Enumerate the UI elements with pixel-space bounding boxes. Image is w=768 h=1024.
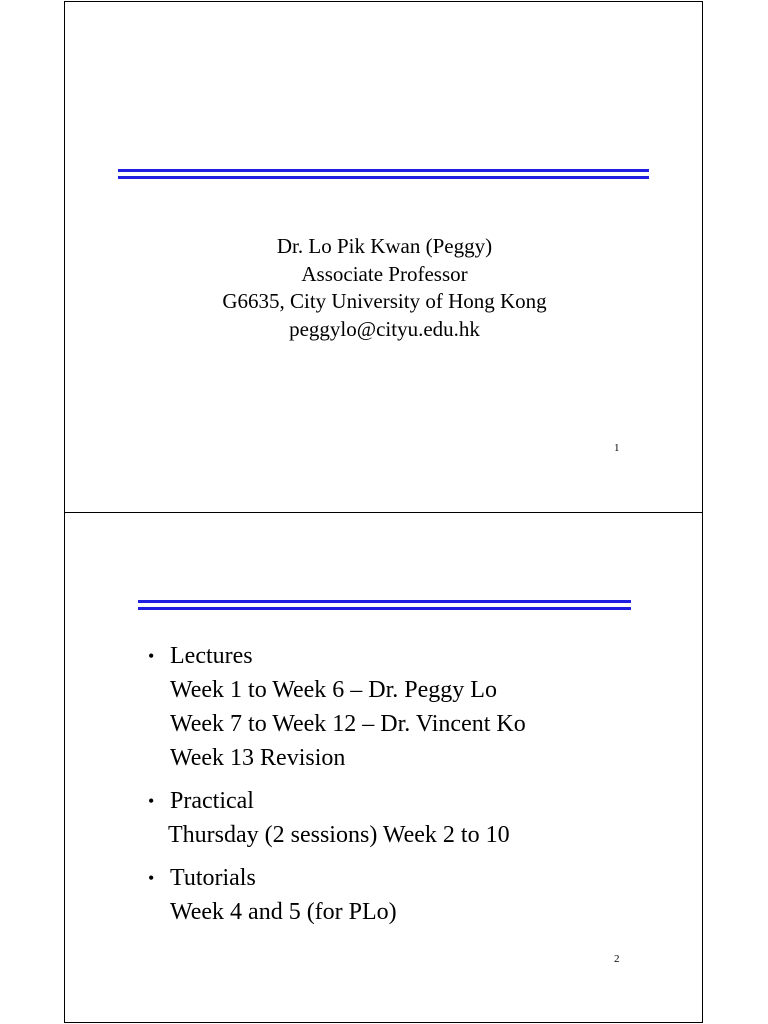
title-rule-top — [138, 600, 631, 603]
schedule-list — [148, 639, 526, 938]
page-number: 1 — [614, 442, 620, 454]
lecturer-name: Dr. Lo Pik Kwan (Peggy) — [276, 234, 493, 258]
bullet-line: Week 4 and 5 (for PLo) — [170, 899, 397, 925]
bullet-label: Practical — [170, 788, 254, 814]
list-item — [148, 639, 526, 775]
bullet-line: Week 7 to Week 12 – Dr. Vincent Ko — [170, 711, 526, 737]
title-rule-top — [118, 169, 649, 172]
lecturer-office: G6635, City University of Hong Kong — [222, 289, 547, 313]
bullet-line: Thursday (2 sessions) Week 2 to 10 — [168, 822, 510, 848]
slide-1 — [64, 1, 703, 513]
bullet-label: Lectures — [170, 643, 253, 669]
slide-2 — [64, 512, 703, 1023]
bullet-line: Week 1 to Week 6 – Dr. Peggy Lo — [170, 677, 497, 703]
bullet-icon: • — [148, 646, 155, 666]
bullet-line: Week 13 Revision — [170, 745, 346, 771]
bullet-label: Tutorials — [170, 865, 256, 891]
list-item — [148, 861, 526, 929]
title-rule-bottom — [138, 607, 631, 610]
bullet-icon: • — [148, 791, 155, 811]
lecturer-email: peggylo@cityu.edu.hk — [289, 316, 480, 341]
page-number: 2 — [614, 953, 620, 965]
lecturer-title: Associate Professor — [301, 261, 468, 286]
bullet-icon: • — [148, 868, 155, 888]
list-item — [148, 784, 526, 852]
title-rule-bottom — [118, 176, 649, 179]
contact-block — [65, 233, 704, 343]
